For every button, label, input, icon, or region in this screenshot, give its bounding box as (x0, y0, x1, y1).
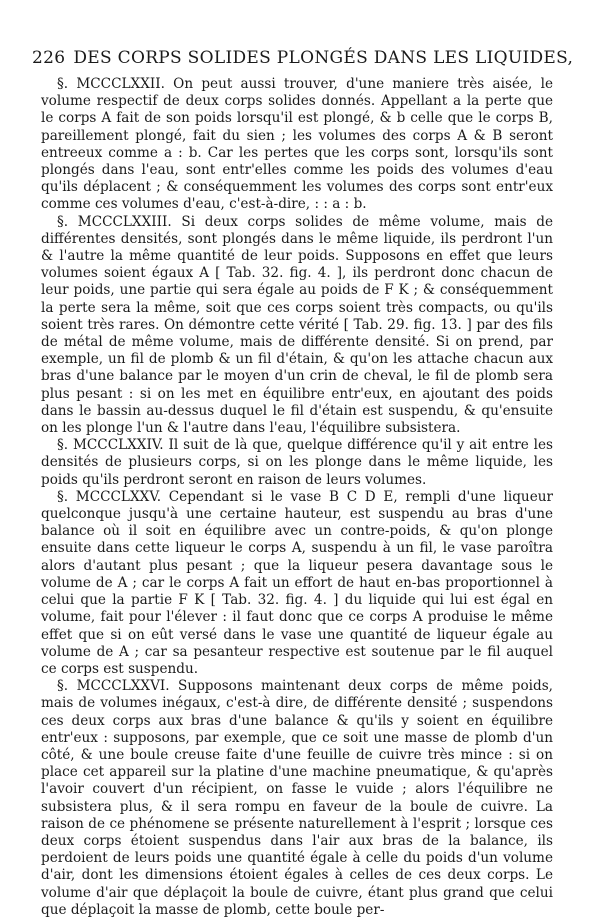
paragraph-1372: §. MCCCLXXII. On peut aussi trouver, d'une maniere très aisée, le volume respectif de deux corps solides donnés. Appellant a la perte que le corps A fait de son poids lorsqu'il est plongé, & b celle que le corps B, pareillement plongé, fait du sien ; les volumes des corps A & B seront entreeux comme a : b. Car les pertes que les corps sont, lorsqu'ils sont plongés dans l'eau, sont entr'elles comme les poids des volumes d'eau qu'ils déplacent ; & conséquemment les volumes des corps sont entr'eux comme ces volumes d'eau, c'est-à-dire, : : a : b. (41, 76, 553, 213)
paragraph-1374: §. MCCCLXXIV. Il suit de là que, quelque différence qu'il y ait entre les densités de plusieurs corps, si on les plonge dans le même liquide, les poids qu'ils perdront seront en raison de leurs volumes. (41, 437, 553, 488)
page-number: 226 (32, 48, 66, 68)
running-header (32, 48, 574, 68)
paragraph-1375: §. MCCCLXXV. Cependant si le vase B C D E, rempli d'une liqueur quelconque jusqu'à une certaine hauteur, est suspendu au bras d'une balance où il soit en équilibre avec un contre-poids, & qu'on plonge ensuite dans cette liqueur le corps A, suspendu à un fil, le vase paroîtra alors d'autant plus pesant ; que la liqueur pesera davantage sous le volume de A ; car le corps A fait un effort de haut en-bas proportionnel à celui que la partie F K [ Tab. 32. fig. 4. ] du liquide qui lui est égal en volume, fait pour l'élever : il faut donc que ce corps A produise le même effet que si on eût versé dans le vase une quantité de liqueur égale au volume de A ; car sa pesanteur respective est soutenue par le fil auquel ce corps est suspendu. (41, 488, 553, 677)
running-title: DES CORPS SOLIDES PLONGÉS DANS LES LIQUIDES, (73, 48, 574, 68)
paragraph-1373: §. MCCCLXXIII. Si deux corps solides de même volume, mais de différentes densités, sont plongés dans le même liquide, ils perdront l'un & l'autre la même quantité de leur poids. Supposons en effet que leurs volumes soient égaux A [ Tab. 32. fig. 4. ], ils perdront donc chacun de leur poids, une partie qui sera égale au poids de F K ; & conséquemment la perte sera la même, soit que ces corps soient très compacts, ou qu'ils soient très rares. On démontre cette vérité [ Tab. 29. fig. 13. ] par des fils de métal de même volume, mais de différente densité. Si on prend, par exemple, un fil de plomb & un fil d'étain, & qu'on les attache chacun aux bras d'une balance par le moyen d'un crin de cheval, le fil de plomb sera plus pesant : si on les met en équilibre entr'eux, en ajoutant des poids dans le bassin au-dessus duquel le fil d'étain est suspendu, & qu'ensuite on les plonge l'un & l'autre dans l'eau, l'équilibre subsistera. (41, 213, 553, 437)
body-text (41, 76, 553, 919)
paragraph-1376: §. MCCCLXXVI. Supposons maintenant deux corps de même poids, mais de volumes inégaux, c'est-à dire, de différente densité ; suspendons ces deux corps aux bras d'une balance & qu'ils y soient en équilibre entr'eux : supposons, par exemple, que ce soit une masse de plomb d'un côté, & une boule creuse faite d'une feuille de cuivre très mince : si on place cet appareil sur la platine d'une machine pneumatique, & qu'après l'avoir couvert d'un récipient, on fasse le vuide ; alors l'équilibre ne subsistera plus, & il sera rompu en faveur de la boule de cuivre. La raison de ce phénomene se présente naturellement à l'esprit ; lorsque ces deux corps étoient suspendus dans l'air aux bras de la balance, ils perdoient de leurs poids une quantité égale à celle du poids d'un volume d'air, dont les dimensions étoient égales à celles de ces deux corps. Le volume d'air que déplaçoit la boule de cuivre, étant plus grand que celui que déplaçoit la masse de plomb, cette boule per- (41, 678, 553, 918)
